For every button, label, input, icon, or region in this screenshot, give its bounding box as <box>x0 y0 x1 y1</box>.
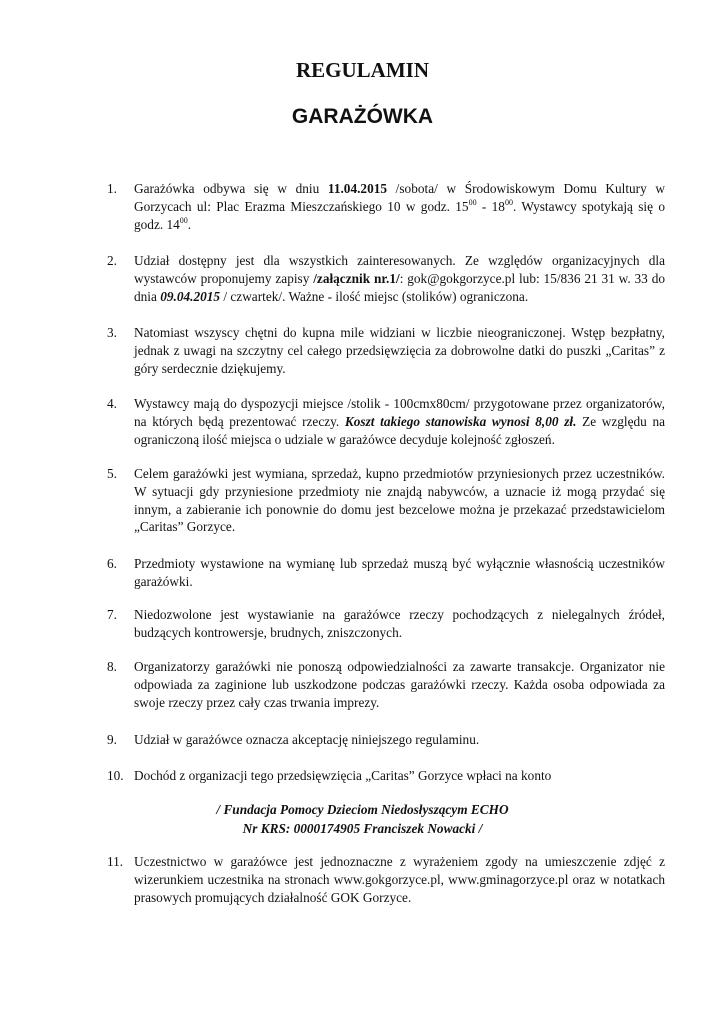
document-subtitle: GARAŻÓWKA <box>291 105 434 128</box>
rule-number: 5. <box>107 466 117 481</box>
rule-item-5 <box>107 465 665 536</box>
rule-text: Udział dostępny jest dla wszystkich zainteresowanych. Ze względów organizacyjnych dla wystawców proponujemy zapisy /załącznik nr.1/: gok@gokgorzyce.pl lub: 15/836 21 31 w. 33 do dnia 09.04.2015 / czwartek/. Ważne - ilość miejsc (stolików) ograniczona. <box>134 253 665 304</box>
attachment-label: /załącznik nr.1/ <box>313 270 400 286</box>
rule-number: 4. <box>107 396 117 411</box>
stand-cost: Koszt takiego stanowiska wynosi 8,00 zł. <box>344 413 577 429</box>
rule-item-9 <box>107 731 665 749</box>
rule-number: 9. <box>107 732 117 747</box>
rule-text: Organizatorzy garażówki nie ponoszą odpowiedzialności za zawarte transakcje. Organizator nie odpowiada za zaginione lub uszkodzone podczas garażówki rzeczy. Każda osoba odpowiada za swoje rzeczy przez cały czas trwania imprezy. <box>134 659 665 710</box>
document-title: REGULAMIN <box>295 58 429 82</box>
rule-number: 1. <box>107 181 117 196</box>
rule-number: 2. <box>107 253 117 268</box>
rule-item-4 <box>107 395 666 448</box>
rule-item-3 <box>107 324 665 377</box>
rule-number: 11. <box>107 854 124 869</box>
rule-number: 10. <box>107 768 124 783</box>
rule-text: Przedmioty wystawione na wymianę lub sprzedaż muszą być wyłącznie własnością uczestników garażówki. <box>134 556 665 589</box>
rule-item-6 <box>107 555 665 591</box>
rule-item-11 <box>107 853 665 906</box>
foundation-name: / Fundacja Pomocy Dzieciom Niedosłyszącym ECHO <box>216 802 509 817</box>
account-details <box>0 800 725 838</box>
rule-text: Uczestnictwo w garażówce jest jednoznaczne z wyrażeniem zgody na umieszczenie zdjęć z wizerunkiem uczestnika na stronach www.gokgorzyce.pl, www.gminagorzyce.pl oraz w notatkach prasowych promujących działalność GOK Gorzyce. <box>134 854 665 905</box>
event-date: 11.04.2015 <box>327 181 388 196</box>
rule-item-7 <box>107 606 665 642</box>
rule-number: 3. <box>107 325 117 340</box>
rule-item-1 <box>107 180 665 233</box>
rule-text: Niedozwolone jest wystawianie na garażówce rzeczy pochodzących z nielegalnych źródeł, budzących kontrowersje, brudnych, zniszczonych. <box>134 607 665 640</box>
rule-text: Garażówka odbywa się w dniu 11.04.2015 /sobota/ w Środowiskowym Domu Kultury w Gorzycach ul: Plac Erazma Mieszczańskiego 10 w godz. $15^{00} - 18^{00}$. Wystawcy spotykają się o godz. $14^{00}$. <box>134 181 665 232</box>
rule-number: 8. <box>107 659 117 674</box>
rule-number: 7. <box>107 607 117 622</box>
rule-number: 6. <box>107 556 117 571</box>
rule-text: Celem garażówki jest wymiana, sprzedaż, kupno przedmiotów przyniesionych przez uczestników. W sytuacji gdy przyniesione przedmioty nie znajdą nabywców, a uznacie iż mogą przydać się innym, a zabieranie ich ponownie do domu jest bezcelowe można je przekazać przedstawicielom „Caritas” Gorzyce. <box>134 466 665 535</box>
rule-text: Natomiast wszyscy chętni do kupna mile widziani w liczbie nieograniczonej. Wstęp bezpłatny, jednak z uwagi na szczytny cel całego przedsięwzięcia za dobrowolne datki do puszki „Caritas” z góry serdecznie dziękujemy. <box>134 325 665 376</box>
rule-item-10 <box>107 767 665 785</box>
signup-deadline: 09.04.2015 <box>160 288 221 304</box>
rule-text: Udział w garażówce oznacza akceptację niniejszego regulaminu. <box>134 732 480 747</box>
rule-text: Dochód z organizacji tego przedsięwzięcia „Caritas” Gorzyce wpłaci na konto <box>134 768 552 783</box>
krs-number: Nr KRS: 0000174905 Franciszek Nowacki / <box>242 821 483 836</box>
rule-item-2 <box>107 252 665 305</box>
rule-item-8 <box>107 658 665 711</box>
rule-text: Wystawcy mają do dyspozycji miejsce /stolik - 100cmx80cm/ przygotowane przez organizatorów, na których będą prezentować rzeczy. Koszt takiego stanowiska wynosi 8,00 zł. Ze względu na ograniczoną ilość miejsca o udziale w garażówce decyduje kolejność zgłoszeń. <box>134 396 666 447</box>
